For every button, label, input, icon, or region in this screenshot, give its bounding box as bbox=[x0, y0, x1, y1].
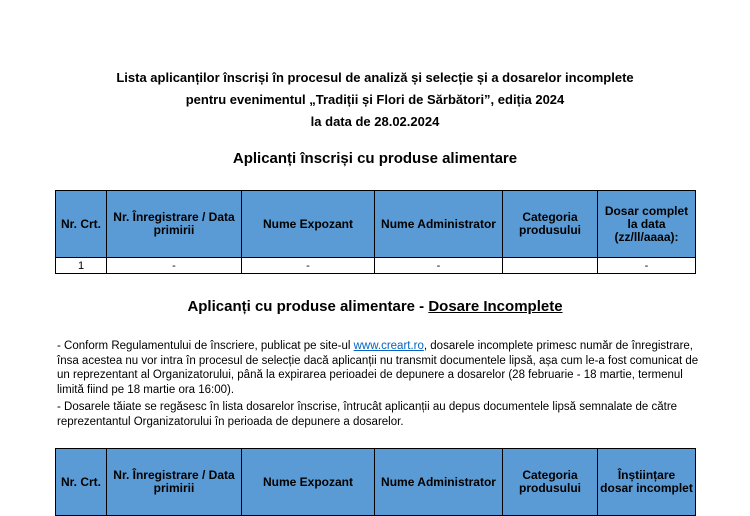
table-header-row bbox=[56, 449, 696, 516]
cell-nume-administrator: - bbox=[375, 258, 503, 274]
paragraph-1-end: , dosarele incomplete primesc număr de înregistrare, însa acestea nu vor intra în procesul de selecție dacă aplicanții nu transmit documentele lipsă, așa cum le-a fost comunicat de un reprezentant al Organizatorului, până la expirarea perioadei de depunere a dosarelor (28 februarie - 18 martie, termenul limită fiind pe 18 martie ora 16:00). bbox=[57, 340, 699, 396]
col-nr-inregistrare: Nr. Înregistrare / Data primirii bbox=[107, 449, 242, 516]
col-instiintare-dosar-incomplet: Înștiințare dosar incomplet bbox=[598, 449, 696, 516]
table-header-row bbox=[56, 191, 696, 258]
cell-dosar-complet: - bbox=[598, 258, 696, 274]
incomplete-table bbox=[55, 448, 696, 516]
cell-nr-crt: 1 bbox=[56, 258, 107, 274]
section2-title bbox=[0, 298, 750, 315]
col-nr-crt: Nr. Crt. bbox=[56, 449, 107, 516]
header-line-2: pentru evenimentul „Tradiții și Flori de Sărbători”, ediția 2024 bbox=[185, 92, 565, 107]
section2-title-prefix: Aplicanți cu produse alimentare - bbox=[187, 298, 429, 315]
header-line-3: la data de 28.02.2024 bbox=[310, 114, 440, 129]
col-nume-administrator: Nume Administrator bbox=[375, 191, 503, 258]
col-categoria-produsului: Categoria produsului bbox=[503, 449, 598, 516]
col-nume-expozant: Nume Expozant bbox=[242, 191, 375, 258]
col-categoria-produsului: Categoria produsului bbox=[503, 191, 598, 258]
cell-nume-expozant: - bbox=[242, 258, 375, 274]
col-nume-expozant: Nume Expozant bbox=[242, 449, 375, 516]
section1-title: Aplicanți înscriși cu produse alimentare bbox=[232, 150, 518, 167]
table-row bbox=[56, 258, 696, 274]
col-dosar-complet: Dosar complet la data (zz/ll/aaaa): bbox=[598, 191, 696, 258]
col-nume-administrator: Nume Administrator bbox=[375, 449, 503, 516]
applicants-table bbox=[55, 190, 696, 274]
header-line-1: Lista aplicanților înscriși în procesul de analiză și selecție și a dosarelor incomplete bbox=[116, 70, 634, 85]
paragraph-2: - Dosarele tăiate se regăsesc în lista dosarelor înscrise, întrucât aplicanții au depus documentele lipsă semnalate de către reprezentantul Organizatorului în perioada de depunere a dosarelor. bbox=[57, 401, 678, 428]
col-nr-inregistrare: Nr. Înregistrare / Data primirii bbox=[107, 191, 242, 258]
creart-link[interactable]: www.creart.ro bbox=[353, 340, 424, 352]
paragraph-1-start: - Conform Regulamentului de înscriere, publicat pe site-ul bbox=[57, 340, 354, 352]
paragraph-1 bbox=[57, 339, 707, 397]
section2-title-underlined: Dosare Incomplete bbox=[428, 298, 563, 315]
cell-nr-inregistrare: - bbox=[107, 258, 242, 274]
col-nr-crt: Nr. Crt. bbox=[56, 191, 107, 258]
cell-categoria-produsului bbox=[503, 258, 598, 274]
